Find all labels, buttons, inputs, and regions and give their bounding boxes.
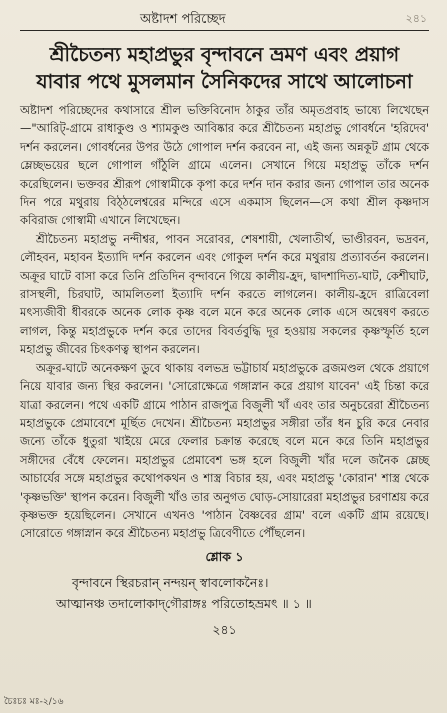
summary-paragraph-2: শ্রীচৈতন্য মহাপ্রভু নন্দীশ্বর, পাবন সরোবর, শেষশায়ী, খেলাতীর্থ, ভাণ্ডীরবন, ভদ্রবন, লৌহবন, মহাবন ইত্যাদি দর্শন করলেন এবং গোকুল দর্শন করে মথুরায় প্রত্যাবর্তন করলেন। অক্রূর ঘাটে বাসা করে তিনি প্রতিদিন বৃন্দাবনে গিয়ে কালীয়-হ্রদ, দ্বাদশাদিত্য-ঘাট, কেশীঘাট, রাসস্থলী, চিরঘাট, আমলিতলা ইত্যাদি দর্শন করতে লাগলেন। কালীয়-হ্রদে রাত্রিবেলা মৎস্যজীবী ধীবরকে অনেক লোক কৃষ্ণ বলে মনে করে অনেক লোক এসে অন্বেষণ করতে লাগল, কিন্তু মহাপ্রভুকে দর্শন করে তাদের বিবর্তবুদ্ধি দূর হওয়ায় সকলের কৃষ্ণস্ফূর্তি হলে মহাপ্রভু জীবের চিৎকণত্ব স্থাপন করলেন। [20, 231, 429, 357]
chapter-heading-line-2: যাবার পথে মুসলমান সৈনিকদের সাথে আলোচনা [36, 70, 413, 93]
verse-line-2: আত্মানঞ্চ তদালোকাদ্‌গৌরাঙ্গঃ পরিতোহভ্রমৎ ॥ ১ ॥ [56, 595, 312, 611]
corner-page-mark: ২৪১ [405, 12, 427, 25]
verse-block [20, 572, 429, 614]
verse-heading: শ্লোক ১ [205, 548, 244, 564]
printer-signature: চৈঃচঃ মঃ-২/১৬ [4, 697, 64, 707]
summary-paragraph-1: অষ্টাদশ পরিচ্ছেদের কথাসারে শ্রীল ভক্তিবিনোদ ঠাকুর তাঁর অমৃতপ্রবাহ ভাষ্যে লিখেছেন—"আরিট্-গ্রামে রাধাকুণ্ড ও শ্যামকুণ্ড আবিষ্কার করে শ্রীচৈতন্য মহাপ্রভু গোবর্ধনে 'হরিদেব' দর্শন করলেন। গোবর্ধনের উপর উঠে গোপাল দর্শন করবেন না, এই জন্য অন্নকূট গ্রাম থেকে ম্লেচ্ছভয়ের ছলে গোপাল গাঁঠুলি গ্রামে এলেন। সেখানে গিয়ে মহাপ্রভু তাঁকে দর্শন করেছিলেন। ভক্তবর শ্রীরূপ গোস্বামীকে কৃপা করে দর্শন দান করার জন্য গোপাল তার অনেক দিন পরে মথুরায় বিঠ্ঠলেশ্বরের মন্দিরে এসে একমাস ছিলেন—সে কথা শ্রীল কৃষ্ণদাস কবিরাজ গোস্বামী এখানে লিখেছেন। [20, 103, 429, 228]
summary-paragraph-3: অক্রূর-ঘাটে অনেকক্ষণ ডুবে থাকায় বলভদ্র ভট্টাচার্য মহাপ্রভুকে ব্রজমণ্ডল থেকে প্রয়াগে নিয়ে যাবার জন্য স্থির করলেন। 'সোরোক্ষেত্রে গঙ্গাস্নান করে প্রয়াগ যাবেন' এই চিন্তা করে যাত্রা করলেন। পথে একটি গ্রামে পাঠান রাজপুত্র বিজুলী খাঁ এবং তার অনুচরেরা শ্রীচৈতন্য মহাপ্রভুকে প্রেমাবেশে মূর্ছিত দেখেন। শ্রীচৈতন্য মহাপ্রভুর সঙ্গীরা তাঁর ধন চুরি করে নেবার জন্যে তাঁকে ধুতুরা খাইয়ে মেরে ফেলার চক্রান্ত করেছে বলে মনে করে তিনি মহাপ্রভুর সঙ্গীদের বেঁধে ফেলেন। মহাপ্রভুর প্রেমাবেশ ভঙ্গ হলে বিজুলী খাঁর দলে জনৈক ম্লেচ্ছ আচার্যের সঙ্গে মহাপ্রভুর কথোপকথন ও শাস্ত্র বিচার হয়, এবং মহাপ্রভু 'কোরান' শাস্ত্র থেকে 'কৃষ্ণভক্তি' স্থাপন করেন। বিজুলী খাঁও তার অনুগত ঘোড়-সোয়ারেরা মহাপ্রভুর চরণাশ্রয় করে কৃষ্ণভক্ত হয়েছিলেন। সেখানে এখনও 'পাঠান বৈষ্ণবের গ্রাম' বলে একটি গ্রাম রয়েছে। সোরোতে গঙ্গাস্নান করে শ্রীচৈতন্য মহাপ্রভু ত্রিবেণীতে পৌঁছলেন। [20, 360, 429, 541]
chapter-title: অষ্টাদশ পরিচ্ছেদ [140, 12, 226, 27]
page-number: ২৪১ [212, 621, 237, 637]
chapter-heading-line-1: শ্রীচৈতন্য মহাপ্রভুর বৃন্দাবনে ভ্রমণ এবং প্রয়াগ [49, 43, 400, 66]
running-header [20, 8, 429, 31]
summary-body [20, 101, 429, 543]
verse-line-1: বৃন্দাবনে স্থিরচরান্‌ নন্দয়ন্‌ স্বাবলোকনৈঃ। [72, 574, 269, 590]
chapter-heading [20, 41, 429, 95]
